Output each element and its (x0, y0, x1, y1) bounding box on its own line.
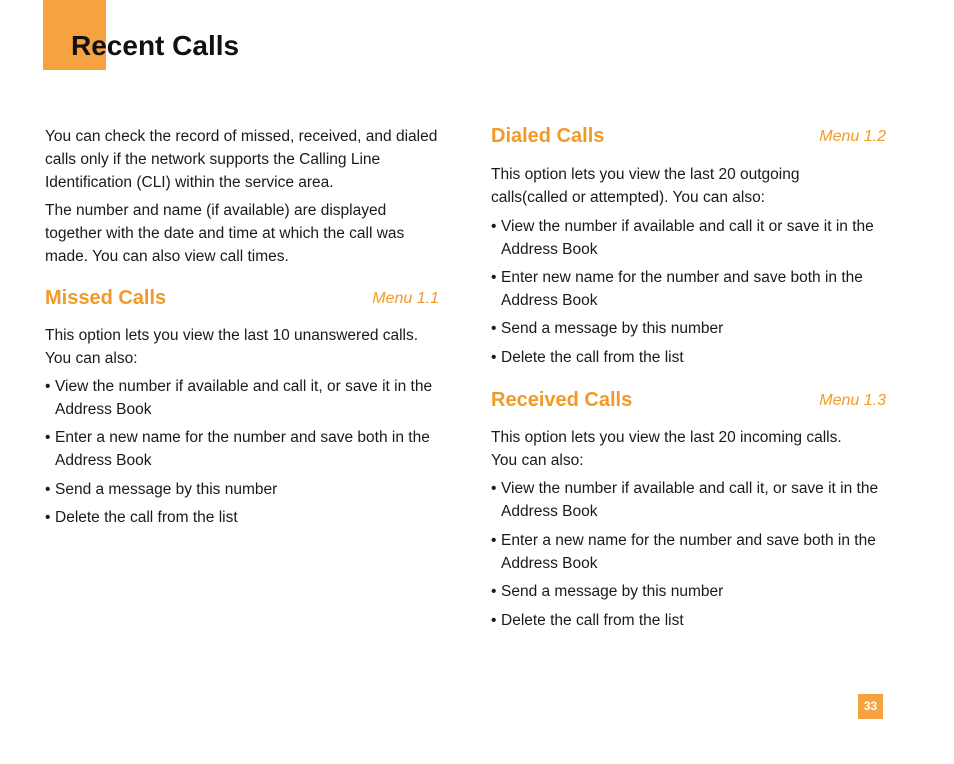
bullet-dot: • (491, 218, 497, 235)
list-item (45, 506, 439, 529)
list-item-text: View the number if available and call it, or save it in the Address Book (501, 480, 879, 520)
list-item (491, 346, 886, 369)
list-item (45, 478, 439, 501)
received-calls-title: Received Calls (491, 389, 633, 411)
list-item (491, 580, 886, 603)
received-calls-heading (491, 389, 886, 413)
list-item-text: Send a message by this number (55, 481, 278, 498)
list-item-text: Send a message by this number (501, 583, 724, 600)
list-item (45, 375, 439, 421)
intro-paragraph-1: You can check the record of missed, received, and dialed calls only if the network supports the Calling Line Identification (CLI) within the service area. (45, 128, 438, 191)
page-number-badge: 33 (858, 694, 883, 719)
list-item (491, 266, 886, 312)
list-item-text: View the number if available and call it or save it in the Address Book (501, 218, 874, 258)
list-item (491, 609, 886, 632)
bullet-dot: • (491, 532, 497, 549)
bullet-dot: • (45, 378, 51, 395)
bullet-dot: • (491, 612, 497, 629)
dialed-calls-menu-ref: Menu 1.2 (819, 128, 886, 145)
bullet-dot: • (491, 480, 497, 497)
list-item-text: Delete the call from the list (501, 612, 684, 629)
list-item-text: Delete the call from the list (55, 509, 238, 526)
list-item-text: Enter a new name for the number and save both in the Address Book (55, 429, 430, 469)
list-item (491, 317, 886, 340)
list-item-text: Send a message by this number (501, 320, 724, 337)
list-item (491, 529, 886, 575)
list-item-text: Delete the call from the list (501, 349, 684, 366)
missed-calls-menu-ref: Menu 1.1 (372, 290, 439, 307)
dialed-calls-title: Dialed Calls (491, 125, 605, 147)
list-item-text: View the number if available and call it, or save it in the Address Book (55, 378, 433, 418)
bullet-dot: • (491, 583, 497, 600)
bullet-dot: • (491, 349, 497, 366)
list-item (491, 215, 886, 261)
missed-calls-description: This option lets you view the last 10 unanswered calls. You can also: (45, 327, 419, 367)
bullet-dot: • (491, 269, 497, 286)
missed-calls-heading (45, 287, 439, 311)
page-title: Recent Calls (71, 30, 240, 61)
missed-calls-title: Missed Calls (45, 287, 167, 309)
intro-paragraph-2: The number and name (if available) are displayed together with the date and time at which the call was made. You can also view call times. (45, 202, 405, 265)
bullet-dot: • (491, 320, 497, 337)
list-item-text: Enter new name for the number and save both in the Address Book (501, 269, 863, 309)
received-calls-menu-ref: Menu 1.3 (819, 392, 886, 409)
bullet-dot: • (45, 429, 51, 446)
list-item (491, 477, 886, 523)
received-calls-description: This option lets you view the last 20 incoming calls. You can also: (491, 429, 842, 469)
bullet-dot: • (45, 481, 51, 498)
dialed-calls-description: This option lets you view the last 20 outgoing calls(called or attempted). You can also: (491, 166, 800, 206)
bullet-dot: • (45, 509, 51, 526)
list-item-text: Enter a new name for the number and save both in the Address Book (501, 532, 876, 572)
dialed-calls-heading (491, 125, 886, 149)
list-item (45, 426, 439, 472)
